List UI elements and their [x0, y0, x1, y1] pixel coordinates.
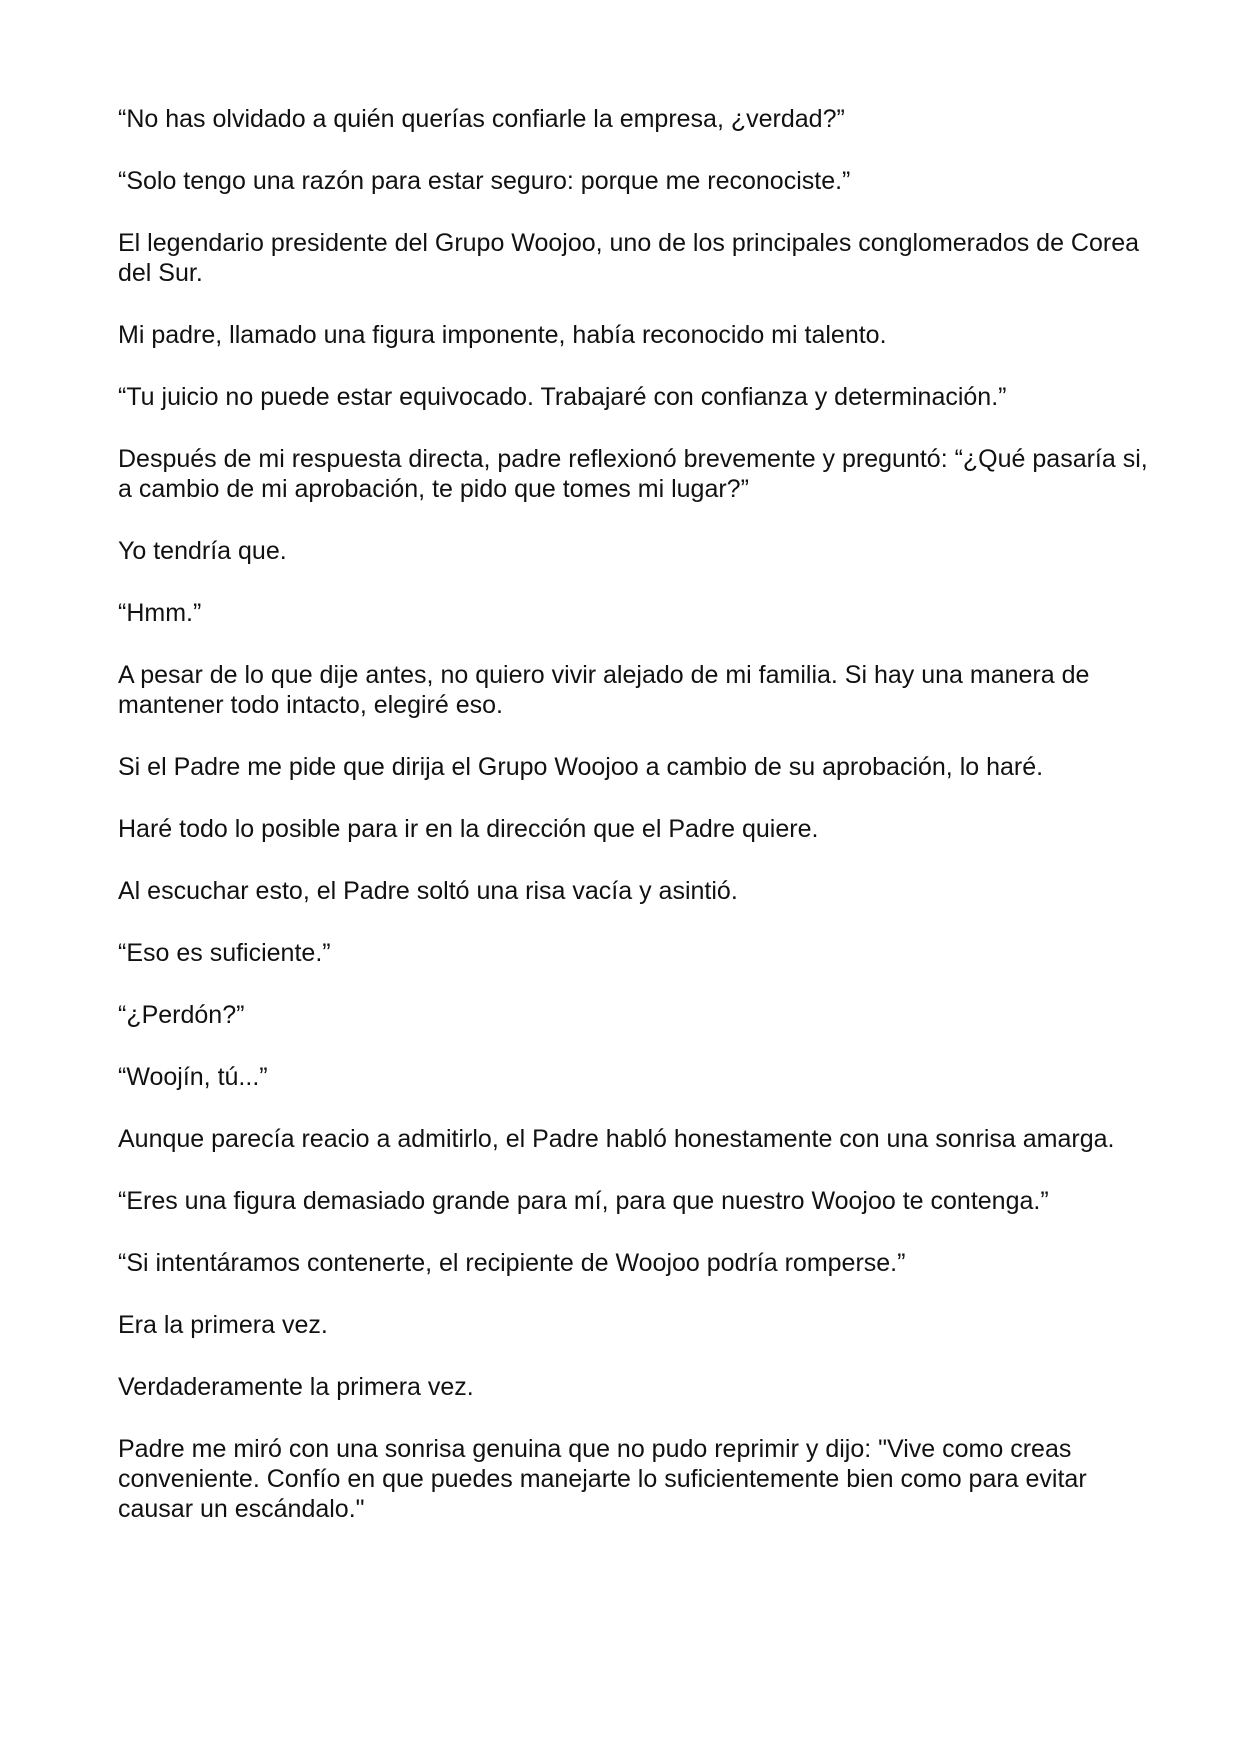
paragraph: El legendario presidente del Grupo Woojoo, uno de los principales conglomerados de Corea del Sur.	[118, 229, 1140, 287]
paragraph: A pesar de lo que dije antes, no quiero vivir alejado de mi familia. Si hay una manera de mantener todo intacto, elegiré eso.	[118, 661, 1090, 719]
paragraph: “Solo tengo una razón para estar seguro: porque me reconociste.”	[118, 167, 851, 195]
paragraph: “No has olvidado a quién querías confiarle la empresa, ¿verdad?”	[118, 105, 845, 133]
paragraph: Si el Padre me pide que dirija el Grupo Woojoo a cambio de su aprobación, lo haré.	[118, 753, 1044, 781]
paragraph: Era la primera vez.	[118, 1311, 328, 1339]
paragraph: “Hmm.”	[118, 599, 202, 627]
paragraph: “Eso es suficiente.”	[118, 939, 331, 967]
paragraph: Aunque parecía reacio a admitirlo, el Padre habló honestamente con una sonrisa amarga.	[118, 1125, 1115, 1153]
paragraph: Verdaderamente la primera vez.	[118, 1373, 474, 1401]
paragraph: “Eres una figura demasiado grande para mí, para que nuestro Woojoo te contenga.”	[118, 1187, 1049, 1215]
paragraph: Después de mi respuesta directa, padre reflexionó brevemente y preguntó: “¿Qué pasaría si, a cambio de mi aprobación, te pido que tomes mi lugar?”	[118, 445, 1148, 503]
paragraph: Mi padre, llamado una figura imponente, había reconocido mi talento.	[118, 321, 887, 349]
paragraph: Padre me miró con una sonrisa genuina que no pudo reprimir y dijo: "Vive como creas conveniente. Confío en que puedes manejarte lo suficientemente bien como para evitar causar un escándalo."	[118, 1435, 1087, 1523]
paragraph: “Woojín, tú...”	[118, 1063, 268, 1091]
paragraph: Haré todo lo posible para ir en la dirección que el Padre quiere.	[118, 815, 819, 843]
document-page	[118, 104, 1148, 1556]
paragraph: “Si intentáramos contenerte, el recipiente de Woojoo podría romperse.”	[118, 1249, 906, 1277]
paragraph: Al escuchar esto, el Padre soltó una risa vacía y asintió.	[118, 877, 738, 905]
paragraph: “Tu juicio no puede estar equivocado. Trabajaré con confianza y determinación.”	[118, 383, 1007, 411]
paragraph: Yo tendría que.	[118, 537, 287, 565]
paragraph: “¿Perdón?”	[118, 1001, 245, 1029]
